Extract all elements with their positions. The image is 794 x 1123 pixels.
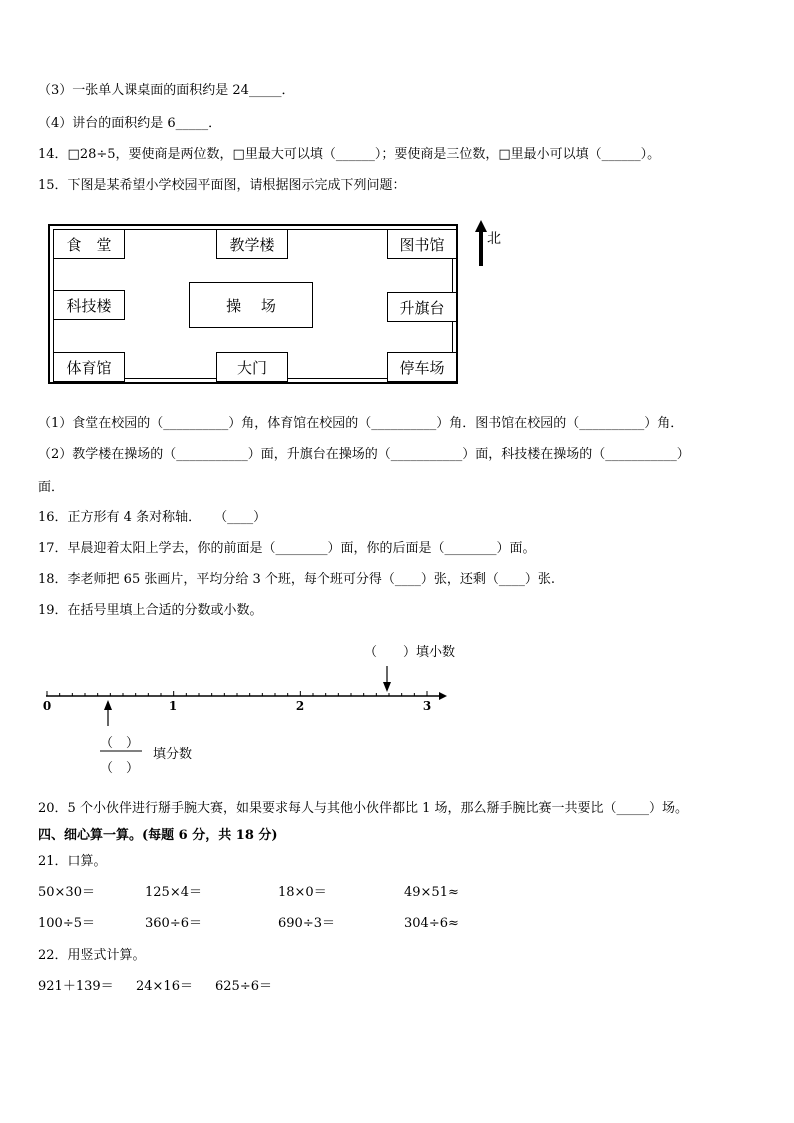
oral-calc: 100÷5＝ <box>38 916 95 931</box>
q13-part3: （3）一张单人课桌面的面积约是 24_____． <box>38 83 295 98</box>
q16: 16．正方形有 4 条对称轴． （____） <box>38 510 267 525</box>
section4-heading: 四、细心算一算。(每题 6 分，共 18 分) <box>38 828 278 843</box>
vertical-calc: 921＋139＝ <box>38 979 114 994</box>
number-line <box>0 630 794 790</box>
building-teaching: 教学楼 <box>216 229 288 259</box>
q18: 18．李老师把 65 张画片，平均分给 3 个班，每个班可分得（____）张，还剩（____）张. <box>38 572 556 587</box>
building-gate: 大门 <box>216 352 288 382</box>
oral-calc: 49×51≈ <box>404 885 459 900</box>
oral-calc: 360÷6＝ <box>145 916 202 931</box>
building-flag: 升旗台 <box>387 292 457 322</box>
q20: 20．5 个小伙伴进行掰手腕大赛，如果要求每人与其他小伙伴都比 1 场，那么掰手腕比赛一共要比（_____）场。 <box>38 801 688 816</box>
building-playground: 操 场 <box>189 282 313 328</box>
north-label: 北 <box>487 231 501 247</box>
oral-calc: 690÷3＝ <box>278 916 335 931</box>
q13-part4: （4）讲台的面积约是 6_____． <box>38 116 222 131</box>
q17: 17．早晨迎着太阳上学去，你的前面是（________）面，你的后面是（________）面。 <box>38 541 536 556</box>
q14: 14．□28÷5，要使商是两位数，□里最大可以填（______）；要使商是三位数，□里最小可以填（______）。 <box>38 147 661 162</box>
q15-part2: （2）教学楼在操场的（___________）面，升旗台在操场的（___________）面，科技楼在操场的（___________） <box>38 447 690 462</box>
tick-label-1: 1 <box>168 699 178 713</box>
oral-calc: 50×30＝ <box>38 885 95 900</box>
building-library: 图书馆 <box>387 229 457 259</box>
building-gym: 体育馆 <box>53 352 125 382</box>
q19: 19．在括号里填上合适的分数或小数。 <box>38 603 263 618</box>
tick-label-3: 3 <box>422 699 432 713</box>
fraction-numerator: （ ） <box>100 736 140 751</box>
tick-label-2: 2 <box>295 699 305 713</box>
building-science: 科技楼 <box>53 290 125 320</box>
oral-calc: 125×4＝ <box>145 885 202 900</box>
north-arrow-icon <box>474 218 488 268</box>
fraction-denominator: （ ） <box>100 761 140 776</box>
building-parking: 停车场 <box>387 352 457 382</box>
q22: 22．用竖式计算。 <box>38 948 146 963</box>
oral-calc: 304÷6≈ <box>404 916 459 931</box>
decimal-label: （ ）填小数 <box>364 645 456 660</box>
q15-part1: （1）食堂在校园的（__________）角，体育馆在校园的（__________）角．图书馆在校园的（__________）角． <box>38 416 684 431</box>
q21: 21．口算。 <box>38 854 107 869</box>
tick-label-0: 0 <box>42 699 52 713</box>
vertical-calc: 24×16＝ <box>136 979 193 994</box>
fraction-label: 填分数 <box>153 747 193 762</box>
campus-map <box>48 224 458 384</box>
oral-calc: 18×0＝ <box>278 885 327 900</box>
building-canteen: 食 堂 <box>53 229 125 259</box>
q15: 15．下图是某希望小学校园平面图，请根据图示完成下列问题： <box>38 178 406 193</box>
q15-part2-end: 面． <box>38 480 65 495</box>
vertical-calc: 625÷6＝ <box>215 979 272 994</box>
